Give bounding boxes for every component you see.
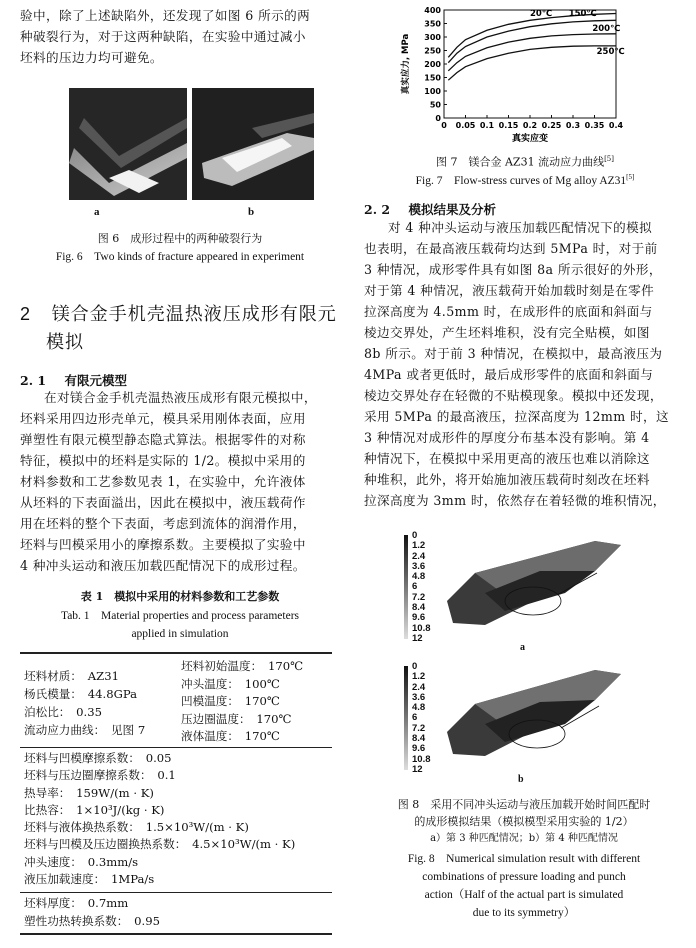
section-number: 2: [20, 304, 32, 324]
scale-label: 6: [412, 712, 418, 724]
text-line: 采用 5MPa 的最高液压，拉深高度为 12mm 时，这: [364, 409, 669, 424]
fig8-caption-en: [364, 850, 684, 922]
x-tick-label: 0.25: [541, 121, 562, 130]
table1-title-cn: 表 1 模拟中采用的材料参数和工艺参数: [80, 590, 280, 603]
scale-label: 0: [412, 661, 418, 672]
scale-label: 8.4: [412, 602, 426, 614]
text-line: 4MPa 或者更低时，最后成形零件的底面和斜面与: [364, 367, 654, 382]
caption-line: due to its symmetry）: [472, 907, 576, 919]
table1-right-col: [181, 658, 303, 746]
text-line: 从坯料的下表面溢出，因此在模拟中，液压载荷作: [20, 495, 306, 510]
text-line: 拉深高度为 3mm 时，依然存在着轻微的堆积情况，: [364, 493, 666, 508]
fig6-caption-cn: 图 6 成形过程中的两种破裂行为: [97, 232, 263, 245]
text-line: 拉深高度为 4.5mm 时，在成形件的底面和斜面与: [364, 304, 653, 319]
section-2-1-paragraph: [20, 387, 342, 576]
fig6-photo-b: [192, 88, 314, 200]
scale-labels: [412, 531, 431, 644]
fig8-label-a: a: [520, 642, 525, 653]
x-tick-label: 0.2: [522, 121, 538, 130]
fracture-image-a: [69, 88, 187, 200]
fig7-caption-ref: [5]: [604, 155, 614, 163]
table-cell: 坯料与压边圈摩擦系数： 0.1: [24, 768, 176, 783]
text-line: 种破裂行为，对于这两种缺陷，在实验中通过减小: [20, 29, 306, 44]
fig8-label-b: b: [518, 774, 524, 785]
fig8-caption-cn: [364, 796, 684, 847]
y-tick-label: 100: [424, 87, 441, 96]
series-line: [448, 20, 616, 62]
section-title-line2: 模拟: [46, 332, 84, 353]
table-rule-mid1: [20, 747, 332, 748]
scale-label: 3.6: [412, 560, 426, 572]
colorbar: [404, 535, 408, 639]
text-line: 也表明，在最高液压载荷均达到 5MPa 时，对于前: [364, 241, 658, 256]
scale-label: 7.2: [412, 722, 426, 734]
table-cell: 坯料与凹模及压边圈换热系数： 4.5×10³W/(m · K): [24, 837, 296, 852]
table-cell: 热导率： 159W/(m · K): [24, 785, 154, 800]
fig6-label-b: b: [248, 206, 255, 218]
table-cell: 坯料与液体换热系数： 1.5×10³W/(m · K): [24, 820, 249, 835]
scale-label: 9.6: [412, 743, 426, 755]
y-tick-label: 200: [424, 60, 441, 69]
fig8b-simulation-mesh: [445, 660, 625, 764]
subsection-number: 2. 1: [20, 373, 47, 388]
table-cell: 坯料初始温度： 170℃: [181, 659, 304, 673]
y-tick-label: 150: [424, 73, 441, 83]
text-line: 对于第 4 种情况，液压载荷开始加载时刻是在零件: [364, 283, 655, 298]
subsection-number: 2. 2: [364, 202, 391, 217]
x-tick-label: 0.15: [498, 121, 519, 130]
fig7-flow-stress-chart: [392, 4, 642, 144]
table1-middle-rows: [24, 750, 295, 888]
fig7-caption-en: [370, 169, 680, 190]
table-cell: 冲头速度： 0.3mm/s: [24, 854, 139, 869]
text-line: 在对镁合金手机壳温热液压成形有限元模拟中，: [44, 390, 317, 405]
scale-labels: [412, 662, 431, 775]
x-tick-label: 0.05: [455, 121, 476, 130]
x-tick-label: 0.35: [584, 121, 605, 130]
text-line: 用在坯料的整个下表面，考虑到流体的润滑作用，: [20, 516, 306, 531]
scale-label: 6: [412, 581, 418, 593]
scale-label: 7.2: [412, 591, 426, 603]
table1-title-en-1: Tab. 1 Material properties and process parameters: [60, 610, 300, 622]
subsection-title: 模拟结果及分析: [408, 202, 496, 217]
text-line: 弹塑性有限元模型静态隐式算法。根据零件的对称: [20, 432, 306, 447]
fig7-caption-en-text: Fig. 7 Flow-stress curves of Mg alloy AZ31: [415, 174, 627, 187]
caption-line: combinations of pressure loading and punch: [422, 871, 626, 883]
fig7-caption-ref: [5]: [626, 173, 635, 181]
table-cell: 液压加载速度： 1MPa/s: [24, 872, 155, 887]
table-cell: 液体温度： 170℃: [181, 729, 280, 743]
text-line: 坯料采用四边形壳单元，模具采用刚体表面，应用: [20, 411, 306, 426]
table-cell: 杨氏模量： 44.8GPa: [24, 687, 138, 701]
scale-label: 3.6: [412, 691, 426, 703]
y-tick-label: 50: [429, 100, 441, 110]
series-line: [448, 14, 616, 58]
fig7-caption-cn-text: 图 7 镁合金 AZ31 流动应力曲线: [436, 155, 605, 169]
series-line: [448, 34, 616, 71]
scale-label: 2.4: [412, 550, 426, 562]
series-line: [448, 46, 616, 80]
table-rule-mid2: [20, 892, 332, 893]
table-cell: 坯料材质： AZ31: [24, 669, 119, 683]
y-tick-label: 0: [435, 114, 441, 123]
table-cell: 塑性功热转换系数： 0.95: [24, 913, 160, 928]
text-line: 坯料与凹模采用小的摩擦系数。主要模拟了实验中: [20, 537, 306, 552]
x-tick-label: 0.4: [608, 121, 624, 130]
table-cell: 坯料与凹模摩擦系数： 0.05: [24, 751, 172, 765]
y-tick-label: 300: [424, 33, 441, 42]
fig6-caption-en: Fig. 6 Two kinds of fracture appeared in experiment: [55, 251, 305, 263]
scale-label: 8.4: [412, 733, 426, 745]
scale-label: 12: [412, 763, 423, 775]
text-line: 坯料的压边力均可避免。: [20, 50, 163, 65]
text-line: 4 种冲头运动和液压加载匹配情况下的成形过程。: [20, 558, 306, 573]
fig8a-simulation-mesh: [445, 533, 625, 633]
scale-label: 2.4: [412, 681, 426, 693]
text-line: 材料参数和工艺参数见表 1，在实验中，允许液体: [20, 474, 306, 489]
text-line: 验中，除了上述缺陷外，还发现了如图 6 所示的两: [20, 8, 311, 23]
series-label: 20℃: [530, 8, 553, 19]
scale-label: 4.8: [412, 571, 426, 583]
caption-line: action（Half of the actual part is simulated: [424, 889, 624, 901]
subsection-title: 有限元模型: [64, 373, 127, 388]
x-tick-label: 0: [441, 121, 447, 130]
table-cell: 泊松比： 0.35: [24, 705, 102, 719]
fig6-photo-a: [69, 88, 187, 200]
section-2-2-heading: [364, 200, 496, 218]
y-axis-label: 真实应力, MPa: [401, 33, 411, 95]
x-axis-label: 真实应变: [511, 134, 549, 144]
caption-line: 图 8 采用不同冲头运动与液压加载开始时间匹配时: [397, 798, 651, 811]
series-label: 250℃: [596, 47, 625, 58]
section-2-2-paragraph: [364, 217, 684, 511]
fig6-label-a: a: [94, 206, 100, 218]
text-line: 对 4 种冲头运动与液压加载匹配情况下的模拟: [388, 220, 653, 235]
scale-label: 4.8: [412, 702, 426, 714]
text-line: 3 种情况，成形零件具有如图 8a 所示很好的外形，: [364, 262, 662, 277]
table-cell: 冲头温度： 100℃: [181, 676, 280, 691]
scale-label: 1.2: [412, 671, 426, 683]
text-line: 棱边交界处存在轻微的不贴模现象。模拟中还发现，: [364, 388, 663, 403]
scale-label: 9.6: [412, 612, 426, 624]
scale-label: 1.2: [412, 540, 426, 552]
table1-title-en-2: applied in simulation: [131, 628, 229, 640]
caption-line: Fig. 8 Numerical simulation result with different: [407, 853, 641, 865]
table-cell: 凹模温度： 170℃: [181, 694, 280, 708]
table-cell: 比热容： 1×10³J/(kg · K): [24, 802, 165, 817]
fracture-image-b: [192, 88, 314, 200]
table1-left-col: [24, 667, 145, 739]
scale-label: 0: [412, 530, 418, 541]
text-line: 棱边交界处，产生坯料堆积，没有完全贴模，如图: [364, 325, 650, 340]
table-cell: 坯料厚度： 0.7mm: [24, 896, 129, 910]
table-cell: 压边圈温度： 170℃: [181, 711, 292, 726]
section-2-heading: [20, 300, 340, 357]
caption-line: 的成形模拟结果（模拟模型采用实验的 1/2）: [414, 815, 634, 828]
colorbar: [404, 666, 408, 770]
table1-bottom-rows: [24, 895, 160, 930]
text-line: 3 种情况对成形件的厚度分布基本没有影响。第 4: [364, 430, 650, 445]
y-tick-label: 250: [424, 46, 441, 56]
scale-label: 10.8: [412, 622, 431, 634]
series-label: 200℃: [592, 24, 621, 35]
section-title-line1: 镁合金手机壳温热液压成形有限元: [51, 304, 337, 325]
caption-line: a）第 3 种匹配情况；b）第 4 种匹配情况: [430, 833, 618, 844]
text-line: 种情况下，在模拟中采用更高的液压也难以消除这: [364, 451, 650, 466]
scale-label: 10.8: [412, 753, 431, 765]
x-tick-label: 0.1: [479, 121, 495, 130]
text-line: 种堆积，此外，将开始施加液压载荷时刻改在坯料: [364, 472, 650, 487]
fig7-caption-cn: [370, 151, 680, 171]
scale-label: 12: [412, 632, 423, 644]
y-tick-label: 350: [424, 19, 441, 29]
y-tick-label: 400: [424, 6, 441, 15]
series-label: 150℃: [568, 9, 597, 20]
table-rule-bottom: [20, 933, 332, 935]
text-line: 特征，模拟中的坯料是实际的 1/2。模拟中采用的: [20, 453, 306, 468]
table-cell: 流动应力曲线： 见图 7: [24, 723, 146, 737]
table-rule-top: [20, 652, 332, 654]
x-tick-label: 0.3: [565, 121, 581, 130]
text-line: 8b 所示。对于前 3 种情况，在模拟中，最高液压为: [364, 346, 663, 361]
intro-paragraph: [20, 5, 340, 68]
